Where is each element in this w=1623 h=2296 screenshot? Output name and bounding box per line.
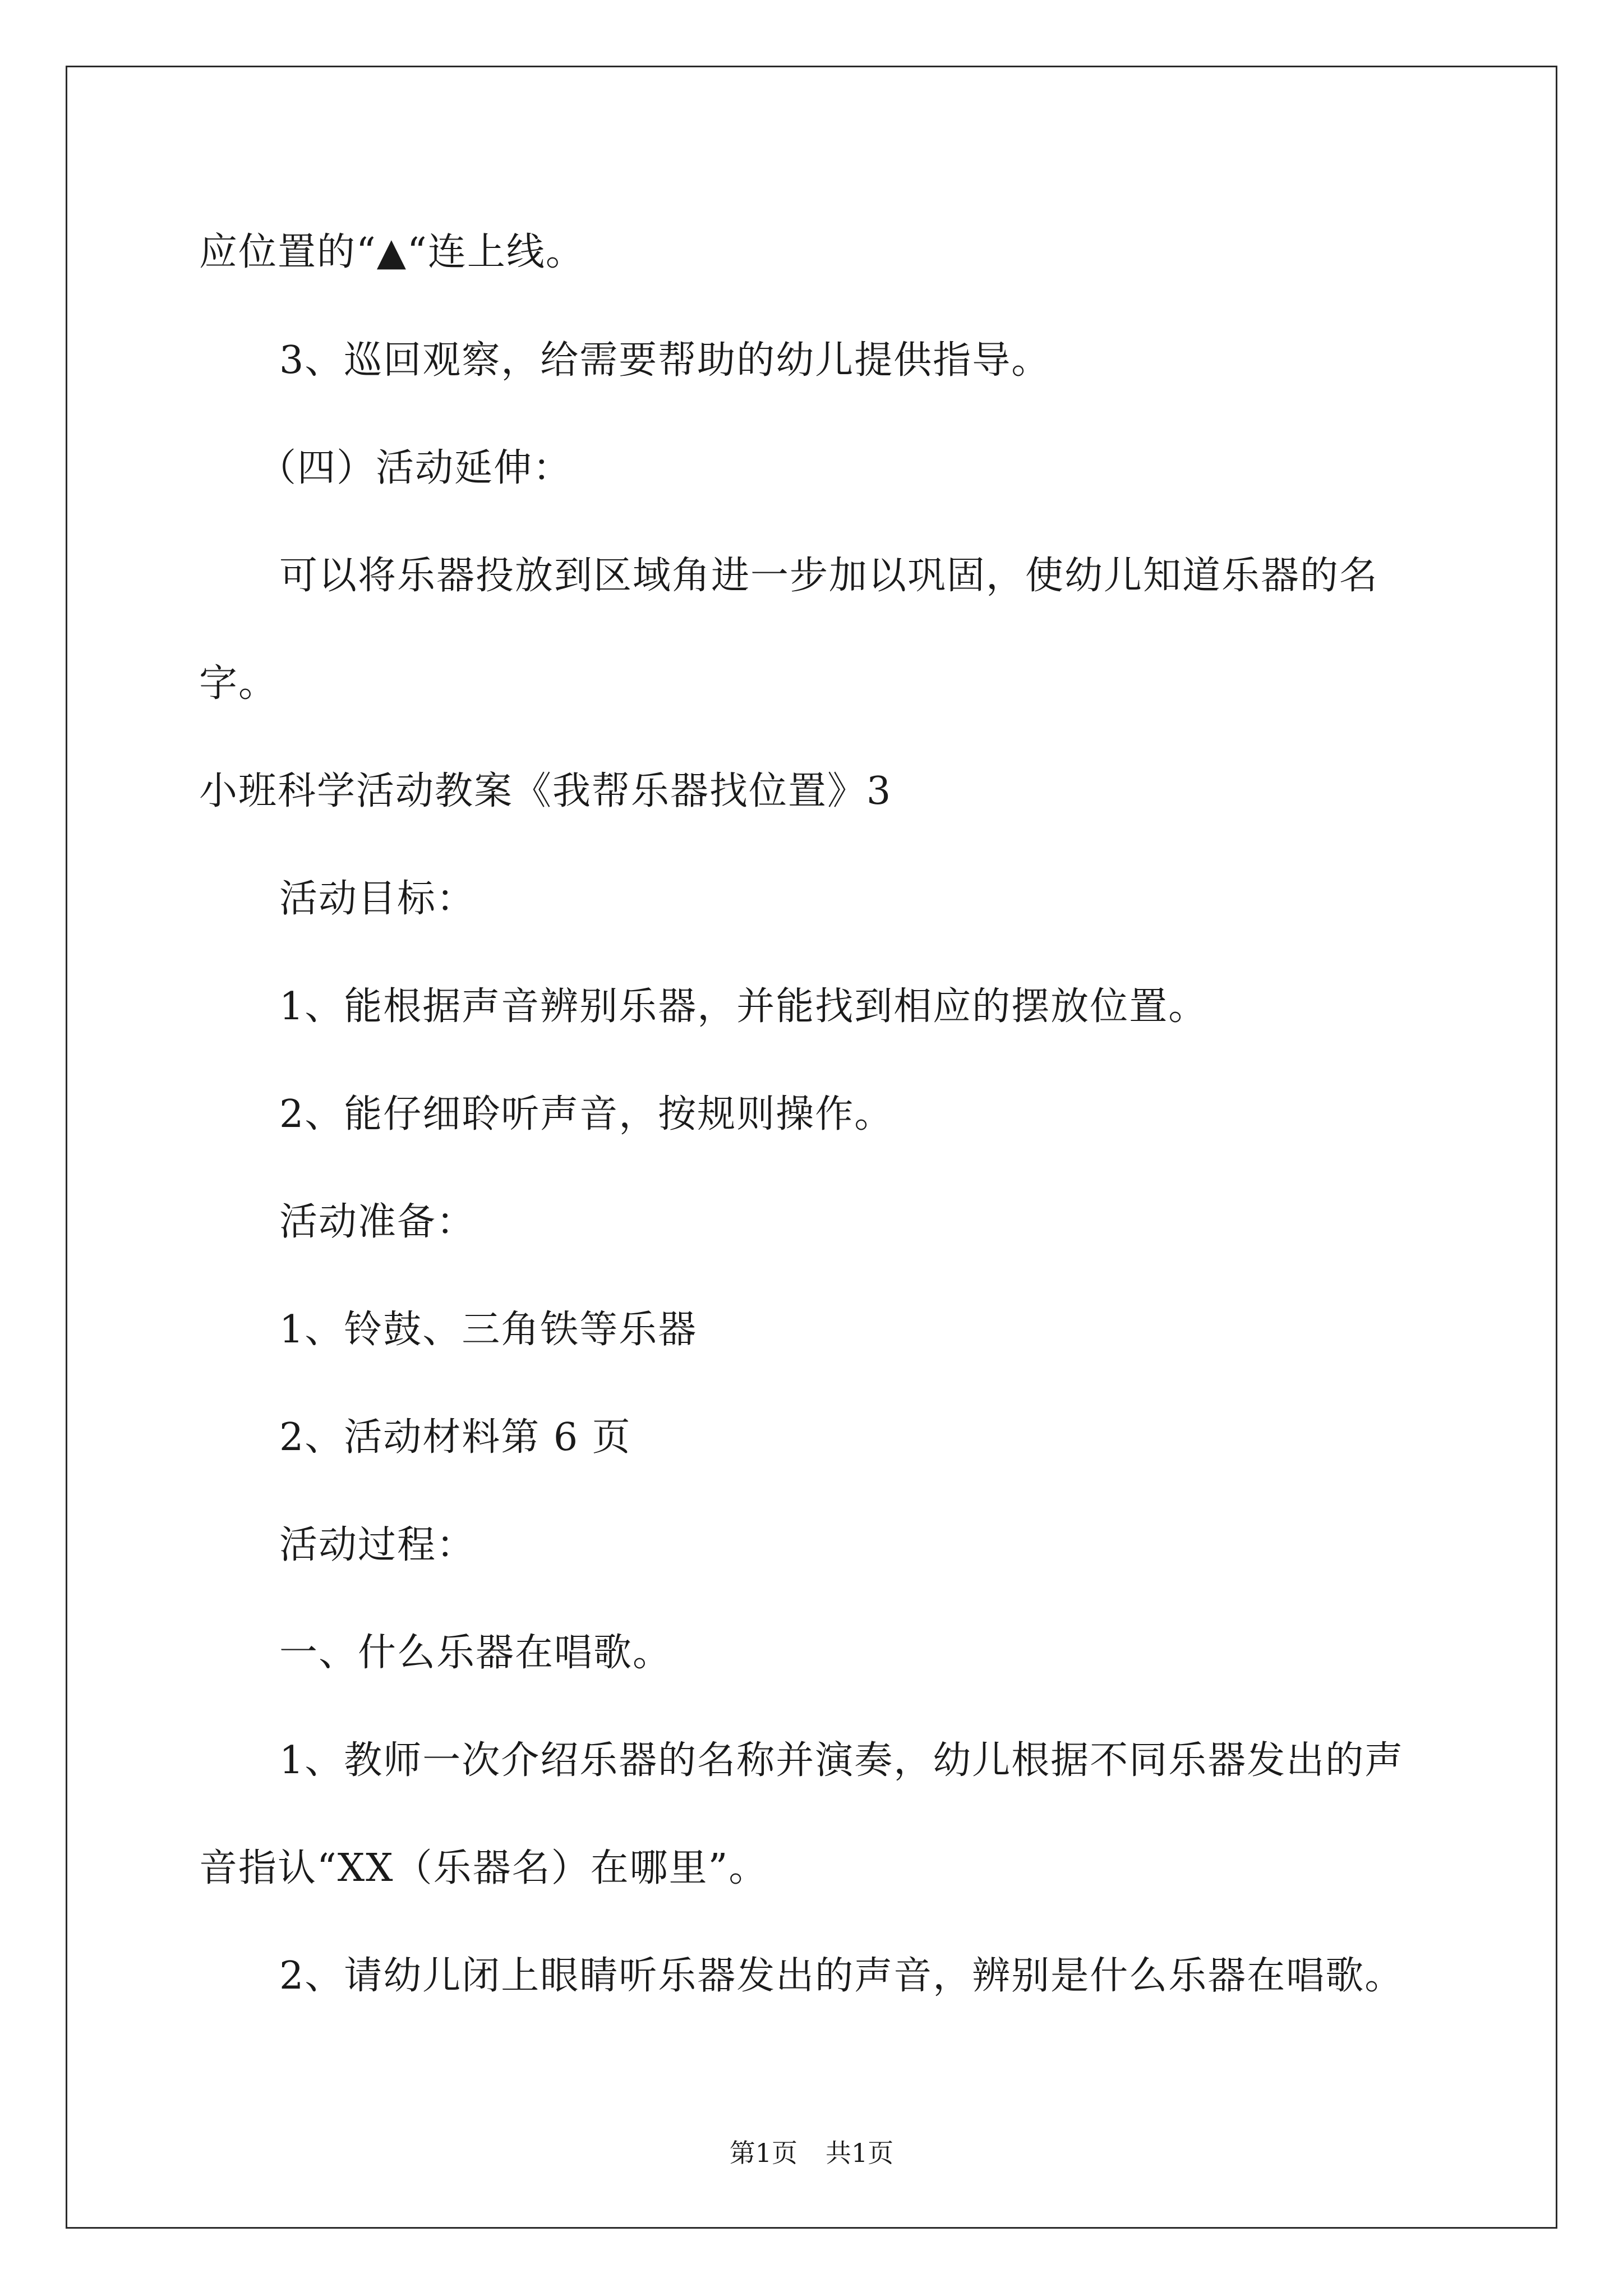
page-number: 第1页 — [729, 2138, 797, 2168]
section-heading-goals: 活动目标： — [279, 877, 476, 921]
process-step-1: 一、什么乐器在唱歌。 — [279, 1631, 672, 1675]
page-border — [66, 66, 1557, 2229]
goal-item-2: 2、能仔细聆听声音，按规则操作。 — [279, 1092, 894, 1137]
process-item-2: 2、请幼儿闭上眼睛听乐器发出的声音，辨别是什么乐器在唱歌。 — [279, 1954, 1404, 1998]
text-line-4: 可以将乐器投放到区域角进一步加以巩固，使幼儿知道乐器的名 — [279, 554, 1379, 598]
goal-item-1: 1、能根据声音辨别乐器，并能找到相应的摆放位置。 — [279, 984, 1208, 1029]
text-line-5: 字。 — [199, 661, 278, 706]
text-line-2: 3、巡回观察，给需要帮助的幼儿提供指导。 — [279, 338, 1051, 383]
section-heading-preparation: 活动准备： — [279, 1200, 476, 1244]
text-line-1: 应位置的“▲“连上线。 — [199, 230, 585, 274]
page-footer — [0, 2136, 1623, 2170]
section-heading-process: 活动过程： — [279, 1523, 476, 1567]
preparation-item-1: 1、铃鼓、三角铁等乐器 — [279, 1308, 698, 1352]
preparation-item-2: 2、活动材料第 6 页 — [279, 1415, 631, 1460]
process-item-1b: 音指认“XX（乐器名）在哪里”。 — [199, 1846, 768, 1890]
page-total: 共1页 — [826, 2138, 894, 2168]
process-item-1a: 1、教师一次介绍乐器的名称并演奏，幼儿根据不同乐器发出的声 — [279, 1738, 1404, 1783]
lesson-title: 小班科学活动教案《我帮乐器找位置》3 — [199, 769, 892, 813]
section-heading-extension: （四）活动延伸： — [258, 446, 573, 490]
